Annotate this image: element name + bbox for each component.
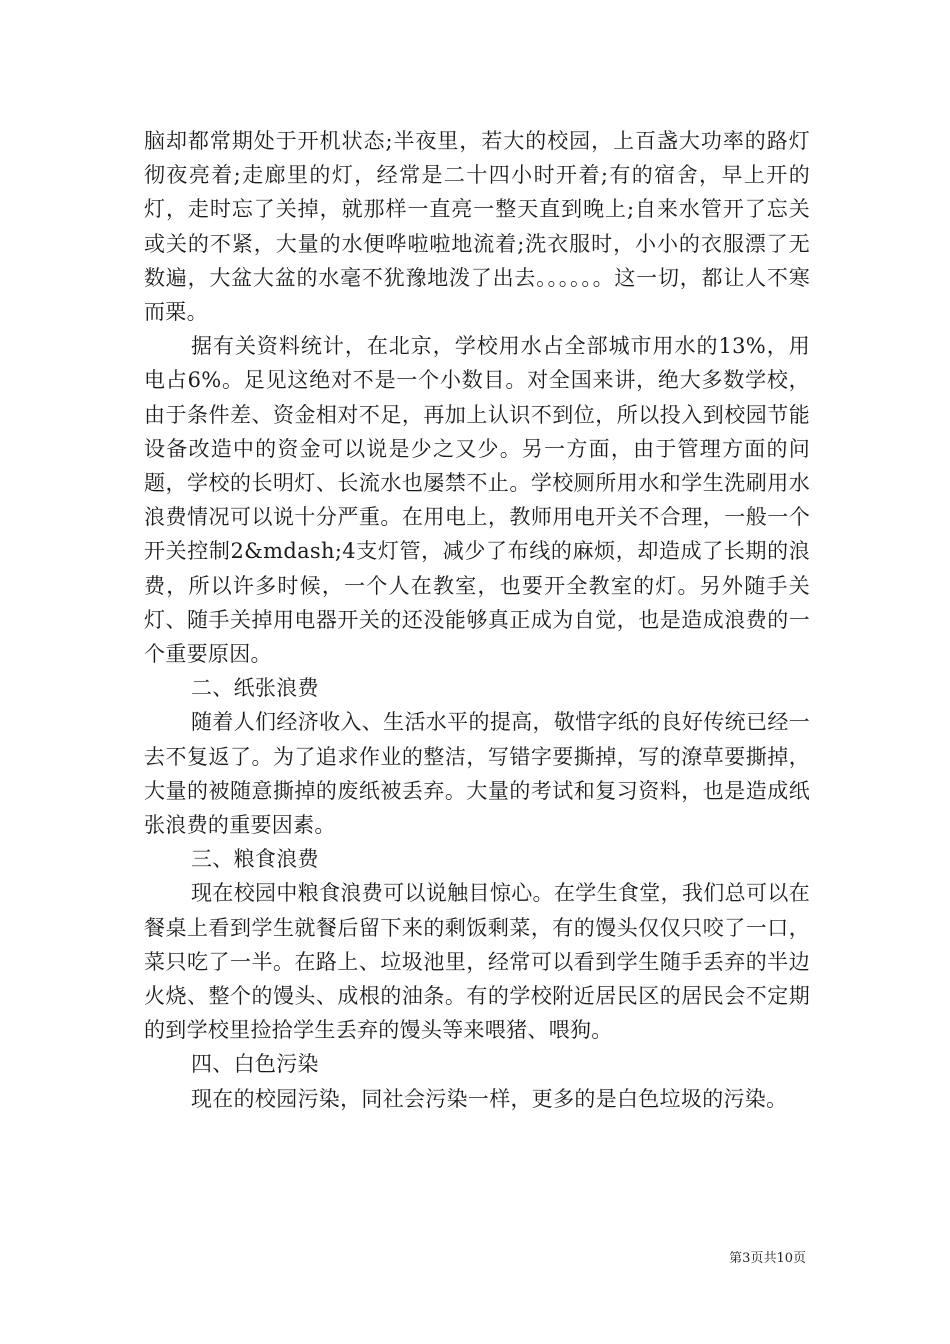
paragraph-white-pollution: 现在的校园污染，同社会污染一样，更多的是白色垃圾的污染。: [191, 1086, 788, 1111]
section-heading-paper-waste: 二、纸张浪费: [191, 676, 319, 701]
document-body: [144, 124, 810, 1116]
paragraph-food-waste: 现在校园中粮食浪费可以说触目惊心。在学生食堂，我们总可以在餐桌上看到学生就餐后留下来的剩饭剩菜，有的馒头仅仅只咬了一口，菜只吃了一半。在路上、垃圾池里，经常可以看到学生随手丢弃的半边火烧、整个的馒头、成根的油条。有的学校附近居民区的居民会不定期的到学校里捡拾学生丢弃的馒头等来喂猪、喂狗。: [144, 881, 810, 1043]
paragraph-statistics: 据有关资料统计，在北京，学校用水占全部城市用水的13%，用电占6%。足见这绝对不是一个小数目。对全国来讲，绝大多数学校，由于条件差、资金相对不足，再加上认识不到位，所以投入到校园节能设备改造中的资金可以说是少之又少。另一方面，由于管理方面的问题，学校的长明灯、长流水也屡禁不止。学校厕所用水和学生洗刷用水浪费情况可以说十分严重。在用电上，教师用电开关不合理，一般一个开关控制2&mdash;4支灯管，减少了布线的麻烦，却造成了长期的浪费，所以许多时候，一个人在教室，也要开全教室的灯。另外随手关灯、随手关掉用电器开关的还没能够真正成为自觉，也是造成浪费的一个重要原因。: [144, 334, 810, 667]
page-number-footer: 第3页共10页: [729, 1251, 806, 1266]
paragraph-paper-waste: 随着人们经济收入、生活水平的提高，敬惜字纸的良好传统已经一去不复返了。为了追求作业的整洁，写错字要撕掉，写的潦草要撕掉，大量的被随意撕掉的废纸被丢弃。大量的考试和复习资料，也是造成纸张浪费的重要因素。: [144, 710, 810, 838]
section-heading-white-pollution: 四、白色污染: [191, 1052, 319, 1077]
paragraph-continuation: 脑却都常期处于开机状态;半夜里，若大的校园，上百盏大功率的路灯彻夜亮着;走廊里的灯，经常是二十四小时开着;有的宿舍，早上开的灯，走时忘了关掉，就那样一直亮一整天直到晚上;自来水管开了忘关或关的不紧，大量的水便哗啦啦地流着;洗衣服时，小小的衣服漂了无数遍，大盆大盆的水毫不犹豫地泼了出去。。。。。。这一切，都让人不寒而栗。: [144, 129, 810, 325]
section-heading-food-waste: 三、粮食浪费: [191, 847, 319, 872]
